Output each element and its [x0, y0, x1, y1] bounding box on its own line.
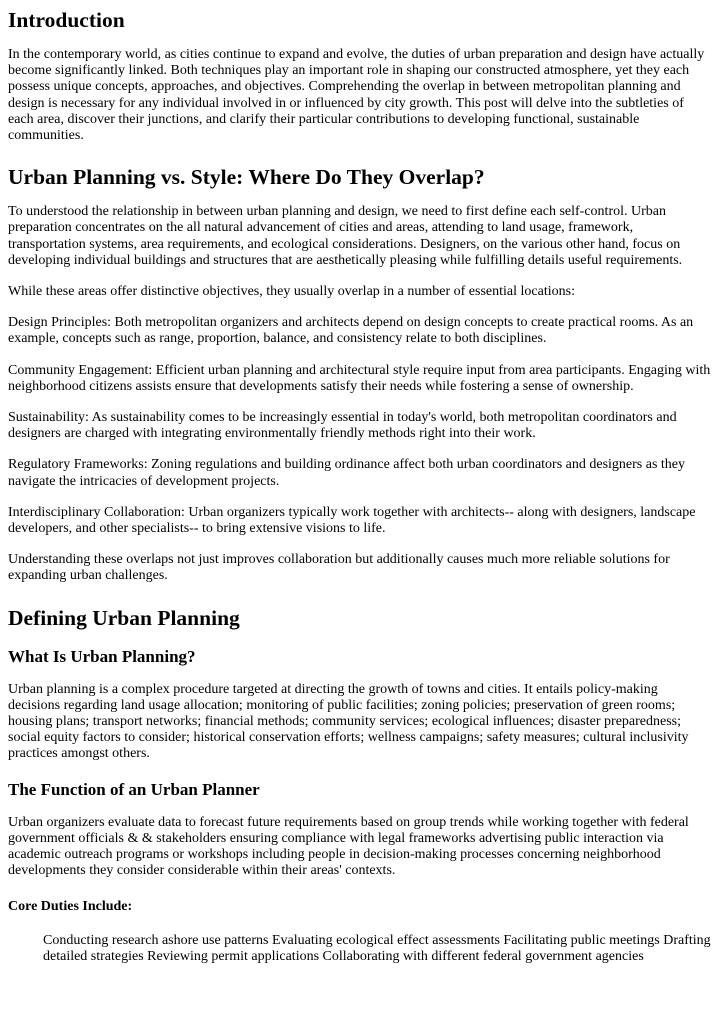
overlap-paragraph-interdisciplinary-collaboration: Interdisciplinary Collaboration: Urban organizers typically work together with architects-- along with designers, landscape developers, and other specialists-- to bring extensive visions to life.: [8, 504, 696, 537]
core-duties-heading: Core Duties Include:: [8, 898, 133, 914]
overlap-heading: Urban Planning vs. Style: Where Do They Overlap?: [8, 165, 485, 190]
overlap-paragraph-sustainability: Sustainability: As sustainability comes to be increasingly essential in today's world, both metropolitan coordinators and designers are charged with integrating environmentally friendly methods right into their work.: [8, 410, 677, 442]
what-is-heading: What Is Urban Planning?: [8, 646, 196, 666]
article: [0, 8, 720, 965]
defining-heading: Defining Urban Planning: [8, 605, 240, 630]
overlap-paragraph-community-engagement: Community Engagement: Efficient urban planning and architectural style require input from area participants. Engaging with neighborhood citizens assists ensure that developments satisfy their needs while fostering a sense of ownership.: [8, 362, 711, 394]
what-is-paragraph: Urban planning is a complex procedure targeted at directing the growth of towns and cities. It entails policy-making decisions regarding land usage allocation; monitoring of public facilities; zoning policies; preservation of green rooms; housing plans; transport networks; financial methods; community services; ecological influences; disaster preparedness; social equity factors to consider; historical conservation efforts; wellness campaigns; safety measures; cultural inclusivity practices amongst others.: [8, 681, 689, 762]
intro-heading: Introduction: [8, 8, 125, 32]
overlap-paragraph-2: While these areas offer distinctive objectives, they usually overlap in a number of essential locations:: [8, 284, 575, 300]
overlap-paragraph-conclusion: Understanding these overlaps not just improves collaboration but additionally causes much more reliable solutions for expanding urban challenges.: [8, 552, 670, 584]
overlap-paragraph-design-principles: Design Principles: Both metropolitan organizers and architects depend on design concepts to create practical rooms. As an example, concepts such as range, proportion, balance, and consistency relate to both disciplines.: [8, 315, 694, 347]
core-duties-text: Conducting research ashore use patterns Evaluating ecological effect assessments Facilitating public meetings Drafting detailed strategies Reviewing permit applications Collaborating with different federal government agencies: [43, 932, 711, 964]
overlap-paragraph-regulatory-frameworks: Regulatory Frameworks: Zoning regulations and building ordinance affect both urban coordinators and designers as they navigate the intricacies of development projects.: [8, 457, 686, 489]
overlap-paragraph-1: To understood the relationship in between urban planning and design, we need to first define each self-control. Urban preparation concentrates on the all natural advancement of cities and areas, attending to land usage, framework, transportation systems, area requirements, and ecological considerations. Designers, on the various other hand, focus on developing individual buildings and structures that are aesthetically pleasing while fulfilling details useful requirements.: [8, 204, 683, 268]
intro-paragraph: In the contemporary world, as cities continue to expand and evolve, the duties of urban preparation and design have actually become significantly linked. Both techniques play an important role in shaping our constructed atmosphere, yet they each possess unique concepts, approaches, and objectives. Comprehending the overlap in between metropolitan planning and design is necessary for any individual involved in or influenced by city growth. This post will delve into the subtleties of each area, discover their junctions, and clarify their particular contributions to developing functional, sustainable communities.: [8, 47, 705, 144]
function-paragraph: Urban organizers evaluate data to forecast future requirements based on group trends while working together with federal government officials & & stakeholders ensuring compliance with legal frameworks advertising public interaction via academic outreach programs or workshops including people in decision-making processes concerning neighborhood developments they consider considerable within their areas' contexts.: [8, 814, 689, 879]
function-heading: The Function of an Urban Planner: [8, 779, 260, 799]
